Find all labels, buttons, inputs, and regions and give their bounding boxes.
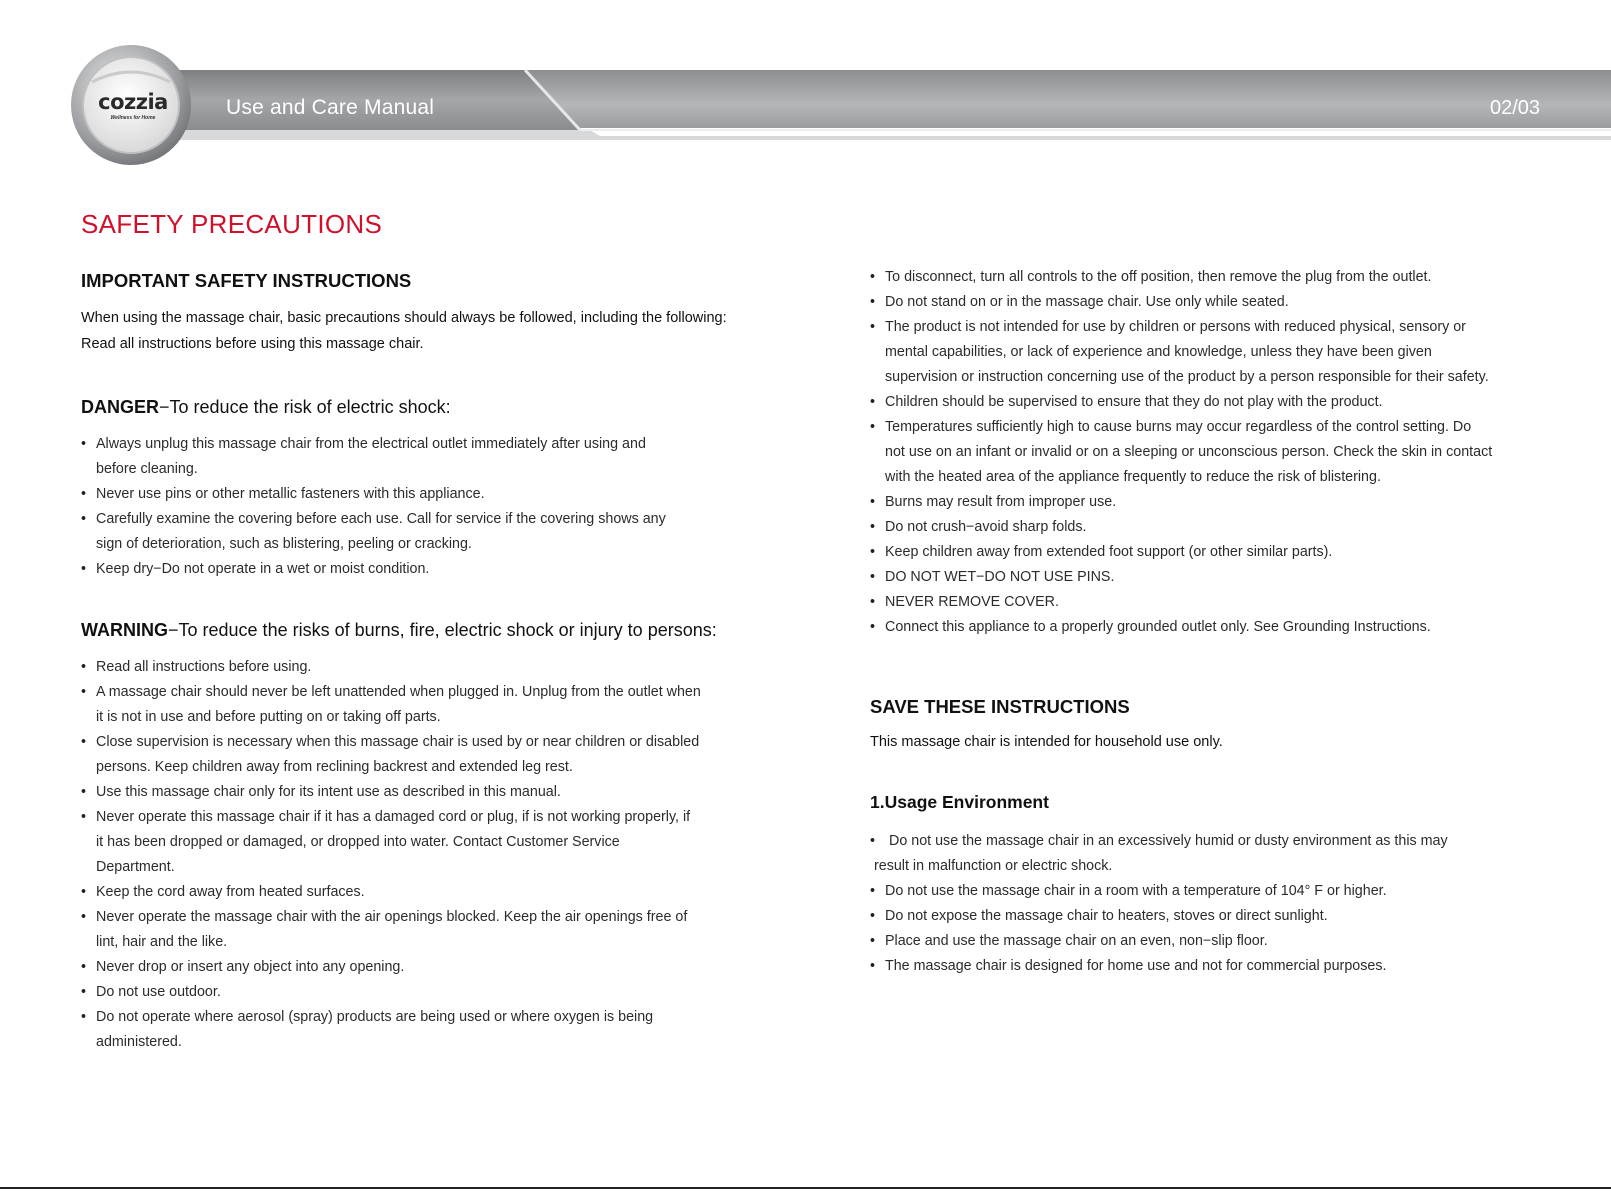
list-item: • Keep the cord away from heated surfaces. [81,880,701,905]
right-column [870,265,1525,979]
warning-list [81,655,701,1055]
danger-label: DANGER [81,397,160,417]
list-item: • The massage chair is designed for home use and not for commercial purposes. [870,954,1495,979]
page-number: 02/03 [1490,97,1541,119]
list-item: • Burns may result from improper use. [870,490,1495,515]
list-item: • Do not stand on or in the massage chair. Use only while seated. [870,290,1495,315]
list-item: • NEVER REMOVE COVER. [870,590,1495,615]
list-item: • Place and use the massage chair on an even, non−slip floor. [870,929,1495,954]
list-item: • Use this massage chair only for its intent use as described in this manual. [81,780,701,805]
manual-title: Use and Care Manual [226,96,435,119]
usage-list [870,829,1495,979]
usage-title: 1.Usage Environment [870,791,1049,812]
warning-label: WARNING [81,620,168,640]
list-item: • Close supervision is necessary when this massage chair is used by or near children or disabled persons. Keep children away from reclining backrest and extended leg rest. [81,730,701,780]
list-item: • Never drop or insert any object into any opening. [81,955,701,980]
left-column [81,270,731,1055]
danger-list [81,432,681,582]
danger-text: −To reduce the risk of electric shock: [159,397,451,417]
list-item: • To disconnect, turn all controls to the off position, then remove the plug from the outlet. [870,265,1495,290]
list-item: • Keep children away from extended foot support (or other similar parts). [870,540,1495,565]
list-item: • Never operate this massage chair if it has a damaged cord or plug, if is not working properly, if it has been dropped or damaged, or dropped into water. Contact Customer Service Department. [81,805,701,880]
list-item: • Do not operate where aerosol (spray) products are being used or where oxygen is being administered. [81,1005,701,1055]
list-item: • A massage chair should never be left unattended when plugged in. Unplug from the outlet when it is not in use and before putting on or taking off parts. [81,680,701,730]
list-item: • Connect this appliance to a properly grounded outlet only. See Grounding Instructions. [870,615,1495,640]
page-title: SAFETY PRECAUTIONS [81,209,383,239]
list-item: • Do not use the massage chair in an excessively humid or dusty environment as this may [870,829,1495,854]
list-item: • Do not expose the massage chair to heaters, stoves or direct sunlight. [870,904,1495,929]
list-item: • Do not crush−avoid sharp folds. [870,515,1495,540]
important-title: IMPORTANT SAFETY INSTRUCTIONS [81,270,412,291]
danger-heading [81,397,731,418]
right-list [870,265,1495,640]
list-item: • Keep dry−Do not operate in a wet or moist condition. [81,557,681,582]
list-item: • Children should be supervised to ensure that they do not play with the product. [870,390,1495,415]
list-item-continuation: result in malfunction or electric shock. [874,857,1113,874]
brand-logo: cozzia [98,90,168,114]
bottom-divider [0,1187,1611,1189]
important-read: Read all instructions before using this massage chair. [81,335,424,352]
important-intro: When using the massage chair, basic precautions should always be followed, including the following: [81,310,727,326]
list-item: • Do not use the massage chair in a room with a temperature of 104° F or higher. [870,879,1495,904]
save-title: SAVE THESE INSTRUCTIONS [870,696,1130,717]
list-item: • Never operate the massage chair with the air openings blocked. Keep the air openings free of lint, hair and the like. [81,905,701,955]
warning-text: −To reduce the risks of burns, fire, electric shock or injury to persons: [168,620,717,640]
banner-graphic [0,0,1611,175]
warning-heading [81,620,731,641]
list-item: • Carefully examine the covering before each use. Call for service if the covering shows any sign of deterioration, such as blistering, peeling or cracking. [81,507,681,557]
list-item: • The product is not intended for use by children or persons with reduced physical, sensory or mental capabilities, or lack of experience and knowledge, unless they have been given supervision or instruction concerning use of the product by a person responsible for their safety. [870,315,1495,390]
list-item: • DO NOT WET−DO NOT USE PINS. [870,565,1495,590]
save-text: This massage chair is intended for household use only. [870,734,1223,750]
header-banner [0,0,1611,175]
list-item: • Read all instructions before using. [81,655,701,680]
list-item: • Always unplug this massage chair from the electrical outlet immediately after using and before cleaning. [81,432,681,482]
list-item: • Do not use outdoor. [81,980,701,1005]
brand-tagline: Wellness for Home [110,115,156,121]
list-item: • Never use pins or other metallic fasteners with this appliance. [81,482,681,507]
list-item: • Temperatures sufficiently high to cause burns may occur regardless of the control setting. Do not use on an infant or invalid or on a sleeping or unconscious person. Check the skin in contact with the heated area of the appliance frequently to reduce the risk of blistering. [870,415,1495,490]
